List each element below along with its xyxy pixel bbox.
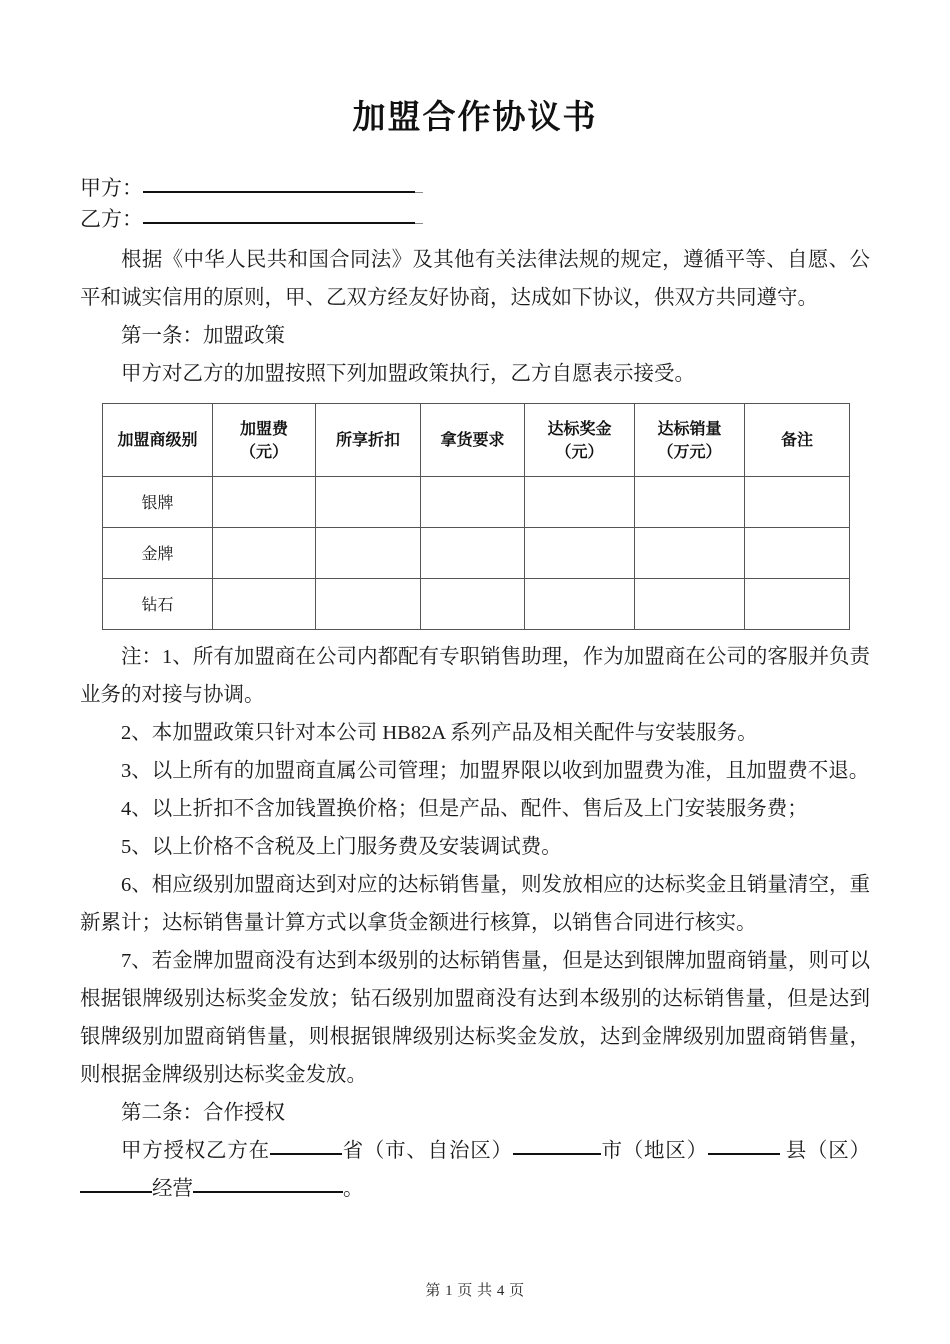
table-cell-remark[interactable]: [745, 527, 850, 578]
table-cell-fee[interactable]: [213, 476, 316, 527]
table-cell-discount[interactable]: [316, 527, 421, 578]
party-label-second: 乙方：: [80, 206, 143, 231]
table-cell-purchase[interactable]: [421, 578, 525, 629]
table-row: [103, 578, 850, 629]
article-two-heading: 第二条：合作授权: [121, 1101, 285, 1124]
party-rule-tail-first: [415, 192, 423, 193]
party-row-first: [80, 173, 870, 204]
table-cell-purchase[interactable]: [421, 527, 525, 578]
table-cell-remark[interactable]: [745, 476, 850, 527]
note-item-3: 3、以上所有的加盟商直属公司管理；加盟界限以收到加盟费为准，且加盟费不退。: [121, 759, 870, 782]
authorization-business-blank[interactable]: [193, 1191, 343, 1193]
table-header-row: [103, 403, 850, 476]
table-cell-purchase[interactable]: [421, 476, 525, 527]
table-cell-volume[interactable]: [635, 578, 745, 629]
table-cell-volume[interactable]: [635, 527, 745, 578]
table-cell-discount[interactable]: [316, 476, 421, 527]
table-header-level: [103, 403, 213, 476]
page-footer: [0, 1279, 950, 1300]
table-header-purchase: [421, 403, 525, 476]
page-number-label: 第 1 页 共 4 页: [425, 1283, 525, 1299]
table-header-volume-line1: 达标销量: [657, 418, 722, 438]
authorization-city-blank[interactable]: [513, 1153, 601, 1155]
note-item-6: 6、相应级别加盟商达到对应的达标销售量，则发放相应的达标奖金且销量清空，重新累计；达标销售量计算方式以拿货金额进行核算，以销售合同进行核实。: [80, 873, 870, 934]
table-cell-fee[interactable]: [213, 578, 316, 629]
table-header-volume: [635, 403, 745, 476]
article-one-heading: 第一条：加盟政策: [121, 324, 285, 347]
table-header-discount: [316, 403, 421, 476]
table-cell-discount[interactable]: [316, 578, 421, 629]
table-header-remark-line1: 备注: [780, 430, 813, 450]
table-row: [103, 527, 850, 578]
authorization-text-part4: 县（区）: [785, 1139, 871, 1162]
party-rule-tail-second: [415, 223, 423, 224]
note-item-4: 4、以上折扣不含加钱置换价格；但是产品、配件、售后及上门安装服务费；: [121, 797, 808, 820]
table-header-volume-line2: （万元）: [657, 441, 722, 461]
table-header-bonus-line2: （元）: [555, 441, 604, 461]
party-block: [80, 173, 870, 235]
table-header-discount-line1: 所享折扣: [335, 430, 400, 450]
table-header-level-line1: 加盟商级别: [117, 430, 198, 450]
authorization-text-part2: 省（市、自治区）: [341, 1139, 513, 1162]
table-header-bonus: [525, 403, 635, 476]
table-cell-fee[interactable]: [213, 527, 316, 578]
table-cell-level: 钻石: [103, 578, 213, 629]
party-row-second: [80, 204, 870, 235]
table-cell-volume[interactable]: [635, 476, 745, 527]
table-row: [103, 476, 850, 527]
table-cell-bonus[interactable]: [525, 527, 635, 578]
note-item-7: 7、若金牌加盟商没有达到本级别的达标销售量，但是达到银牌加盟商销量，则可以根据银牌级别达标奖金发放；钻石级别加盟商没有达到本级别的达标销售量，但是达到银牌级别加盟商销售量，则根据银牌级别达标奖金发放，达到金牌级别加盟商销售量，则根据金牌级别达标奖金发放。: [80, 949, 870, 1086]
note-item-5: 5、以上价格不含税及上门服务费及安装调试费。: [121, 835, 562, 858]
table-cell-remark[interactable]: [745, 578, 850, 629]
note-item-1: 注：1、所有加盟商在公司内都配有专职销售助理，作为加盟商在公司的客服并负责业务的对接与协调。: [80, 645, 870, 706]
page-title: 加盟合作协议书: [352, 97, 598, 136]
party-value-second-blank[interactable]: [143, 222, 415, 224]
preamble-paragraph: 根据《中华人民共和国合同法》及其他有关法律法规的规定，遵循平等、自愿、公平和诚实信用的原则，甲、乙双方经友好协商，达成如下协议，供双方共同遵守。: [80, 248, 870, 309]
authorization-text-part6: 。: [343, 1177, 364, 1200]
authorization-text-part3: 市（地区）: [600, 1139, 708, 1162]
table-cell-level: 银牌: [103, 476, 213, 527]
authorization-district-blank[interactable]: [80, 1191, 152, 1193]
table-cell-bonus[interactable]: [525, 578, 635, 629]
table-header-remark: [745, 403, 850, 476]
table-header-fee-line2: （元）: [239, 441, 288, 461]
table-header-bonus-line1: 达标奖金: [547, 418, 612, 438]
table-header-fee-line1: 加盟费: [239, 418, 288, 438]
authorization-text-part5: 经营: [152, 1177, 193, 1200]
table-cell-bonus[interactable]: [525, 476, 635, 527]
article-one-lead: 甲方对乙方的加盟按照下列加盟政策执行，乙方自愿表示接受。: [121, 362, 695, 385]
note-item-2: 2、本加盟政策只针对本公司 HB82A 系列产品及相关配件与安装服务。: [121, 721, 758, 744]
authorization-paragraph: [80, 1132, 870, 1208]
table-header-fee: [213, 403, 316, 476]
authorization-county-blank[interactable]: [708, 1153, 780, 1155]
table-cell-level: 金牌: [103, 527, 213, 578]
party-value-first-blank[interactable]: [143, 191, 415, 193]
franchise-policy-table: [102, 403, 850, 630]
party-label-first: 甲方：: [80, 175, 143, 200]
authorization-text-part1: 甲方授权乙方在: [121, 1139, 270, 1162]
authorization-province-blank[interactable]: [270, 1153, 342, 1155]
table-header-purchase-line1: 拿货要求: [440, 430, 505, 450]
